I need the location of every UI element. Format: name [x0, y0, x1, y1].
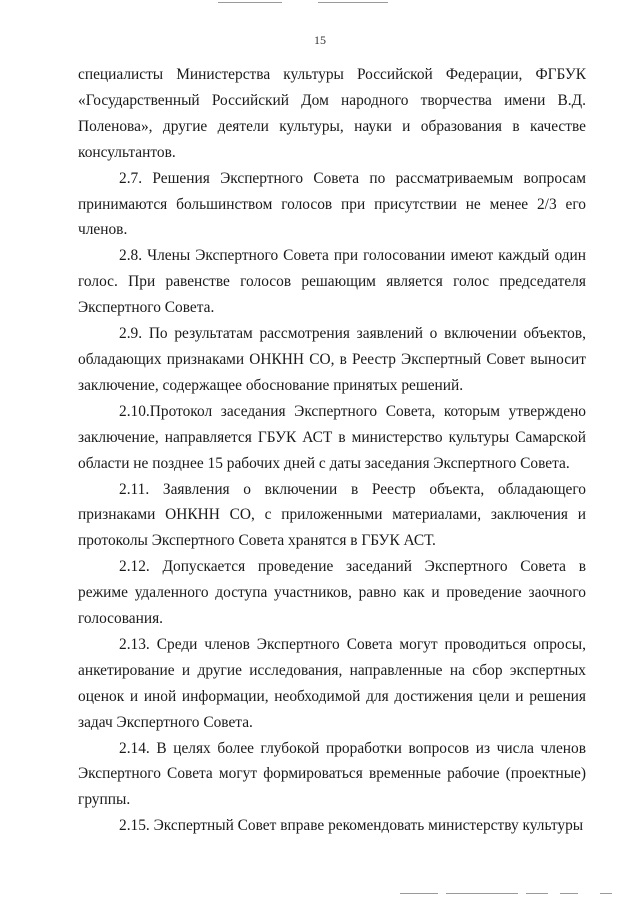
paragraph: 2.8. Члены Экспертного Совета при голосовании имеют каждый один голос. При равенстве голосов решающим является голос председателя Экспертного Совета. [78, 247, 586, 317]
scan-artifact-top-left [218, 2, 282, 3]
paragraph: специалисты Министерства культуры Российской Федерации, ФГБУК «Государственный Российский Дом народного творчества имени В.Д. Поленова», другие деятели культуры, науки и образования в качестве консультантов. [78, 66, 586, 161]
document-body [78, 62, 586, 839]
scan-artifact-bottom-5 [600, 893, 612, 894]
scan-artifact-bottom-3 [526, 893, 548, 894]
paragraph: 2.11. Заявления о включении в Реестр объекта, обладающего признаками ОНКНН СО, с приложенными материалами, заключения и протоколы Экспертного Совета хранятся в ГБУК АСТ. [78, 480, 586, 550]
scan-artifact-bottom-1 [400, 893, 438, 894]
paragraph: 2.9. По результатам рассмотрения заявлений о включении объектов, обладающих признаками ОНКНН СО, в Реестр Экспертный Совет выносит заключение, содержащее обоснование принятых решений. [78, 325, 586, 394]
paragraph: 2.15. Экспертный Совет вправе рекомендовать министерству культуры [119, 817, 584, 835]
scan-artifact-bottom-2 [446, 893, 518, 894]
paragraph: 2.10.Протокол заседания Экспертного Совета, которым утверждено заключение, направляется ГБУК АСТ в министерство культуры Самарской области не позднее 15 рабочих дней с даты заседания Экспертного Совета. [78, 402, 586, 472]
paragraph: 2.7. Решения Экспертного Совета по рассматриваемым вопросам принимаются большинством голосов при присутствии не менее 2/3 его членов. [78, 169, 586, 239]
paragraph: 2.14. В целях более глубокой проработки вопросов из числа членов Экспертного Совета могут формироваться временные рабочие (проектные) группы. [78, 739, 586, 809]
page-number: 15 [314, 33, 326, 47]
scan-artifact-top-right [318, 2, 388, 3]
paragraph: 2.13. Среди членов Экспертного Совета могут проводиться опросы, анкетирование и другие исследования, направленные на сбор экспертных оценок и иной информации, необходимой для достижения цели и решения задач Экспертного Совета. [78, 635, 586, 731]
paragraph: 2.12. Допускается проведение заседаний Экспертного Совета в режиме удаленного доступа участников, равно как и проведение заочного голосования. [78, 558, 586, 628]
scan-artifact-bottom-4 [560, 893, 578, 894]
